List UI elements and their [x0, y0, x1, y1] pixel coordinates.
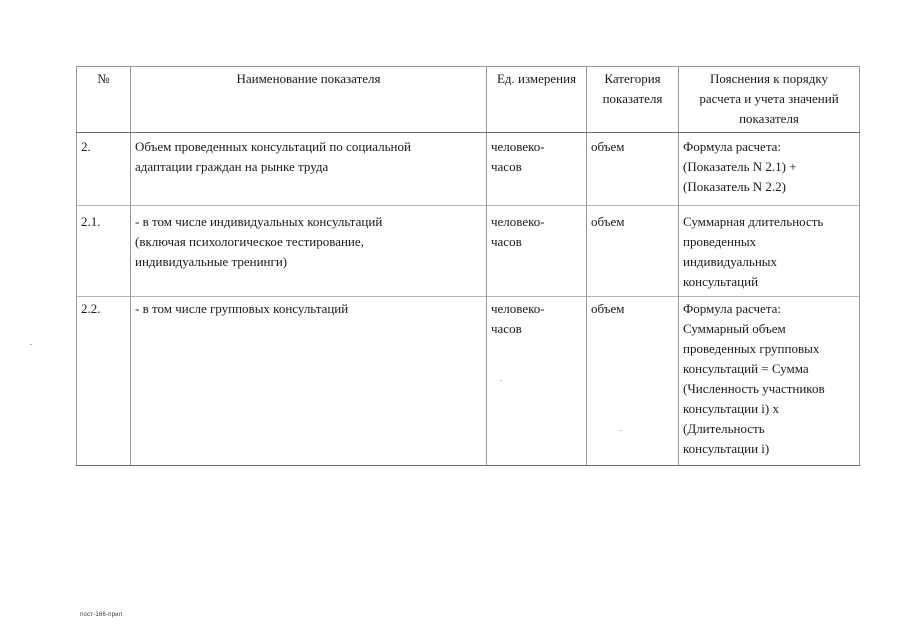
row-number: 2.	[81, 139, 91, 154]
note-line: проведенных групповых	[683, 341, 820, 356]
cell-note	[679, 297, 860, 466]
unit-line: часов	[491, 321, 522, 336]
header-number	[77, 67, 131, 133]
scan-speck	[620, 430, 622, 431]
scan-speck	[30, 344, 32, 345]
cell-category	[587, 297, 679, 466]
note-line: (Длительность	[683, 421, 765, 436]
table-header-row	[77, 67, 860, 133]
footer-file-mark: пост-166-прил	[80, 612, 123, 618]
name-line: - в том числе групповых консультаций	[135, 301, 349, 316]
note-line: Суммарный объем	[683, 321, 786, 336]
table-row	[77, 133, 860, 206]
name-line: Объем проведенных консультаций по социальной	[135, 139, 411, 154]
note-line: (Показатель N 2.1) +	[683, 159, 797, 174]
header-category	[587, 67, 679, 133]
header-note-line: показателя	[739, 111, 799, 126]
unit-line: человеко-	[491, 139, 545, 154]
cell-name	[131, 206, 487, 297]
note-line: консультаций = Сумма	[683, 361, 809, 376]
header-name	[131, 67, 487, 133]
note-line: Формула расчета:	[683, 139, 782, 154]
category-text: объем	[591, 214, 625, 229]
header-category-line: показателя	[602, 91, 663, 106]
category-text: объем	[591, 139, 625, 154]
note-line: Суммарная длительность	[683, 214, 824, 229]
cell-category	[587, 133, 679, 206]
header-note-line: расчета и учета значений	[699, 91, 839, 106]
cell-note	[679, 206, 860, 297]
cell-name	[131, 297, 487, 466]
cell-number	[77, 133, 131, 206]
note-line: консультации i)	[683, 441, 770, 456]
scan-speck	[500, 380, 502, 381]
cell-category	[587, 206, 679, 297]
note-line: (Показатель N 2.2)	[683, 179, 787, 194]
cell-unit	[487, 297, 587, 466]
table-row	[77, 297, 860, 466]
note-line: консультаций	[683, 274, 759, 289]
header-note	[679, 67, 860, 133]
header-unit	[487, 67, 587, 133]
category-text: объем	[591, 301, 625, 316]
cell-unit	[487, 206, 587, 297]
header-name-text: Наименование показателя	[236, 71, 381, 86]
unit-line: человеко-	[491, 214, 545, 229]
row-number: 2.1.	[81, 214, 101, 229]
note-line: (Численность участников	[683, 381, 825, 396]
cell-number	[77, 206, 131, 297]
name-line: адаптации граждан на рынке труда	[135, 159, 329, 174]
cell-number	[77, 297, 131, 466]
name-line: индивидуальные тренинги)	[135, 254, 288, 269]
unit-line: человеко-	[491, 301, 545, 316]
unit-line: часов	[491, 234, 522, 249]
cell-name	[131, 133, 487, 206]
note-line: проведенных	[683, 234, 757, 249]
note-line: консультации i) x	[683, 401, 779, 416]
note-line: индивидуальных	[683, 254, 778, 269]
cell-unit	[487, 133, 587, 206]
header-note-line: Пояснения к порядку	[709, 71, 828, 86]
note-line: Формула расчета:	[683, 301, 782, 316]
row-number: 2.2.	[81, 301, 101, 316]
header-category-line: Категория	[604, 71, 661, 86]
cell-note	[679, 133, 860, 206]
header-unit-text: Ед. измерения	[496, 71, 577, 86]
header-number-text: №	[97, 71, 110, 86]
name-line: (включая психологическое тестирование,	[135, 234, 364, 249]
unit-line: часов	[491, 159, 522, 174]
indicators-table	[76, 66, 860, 466]
name-line: - в том числе индивидуальных консультаций	[135, 214, 383, 229]
table-row	[77, 206, 860, 297]
